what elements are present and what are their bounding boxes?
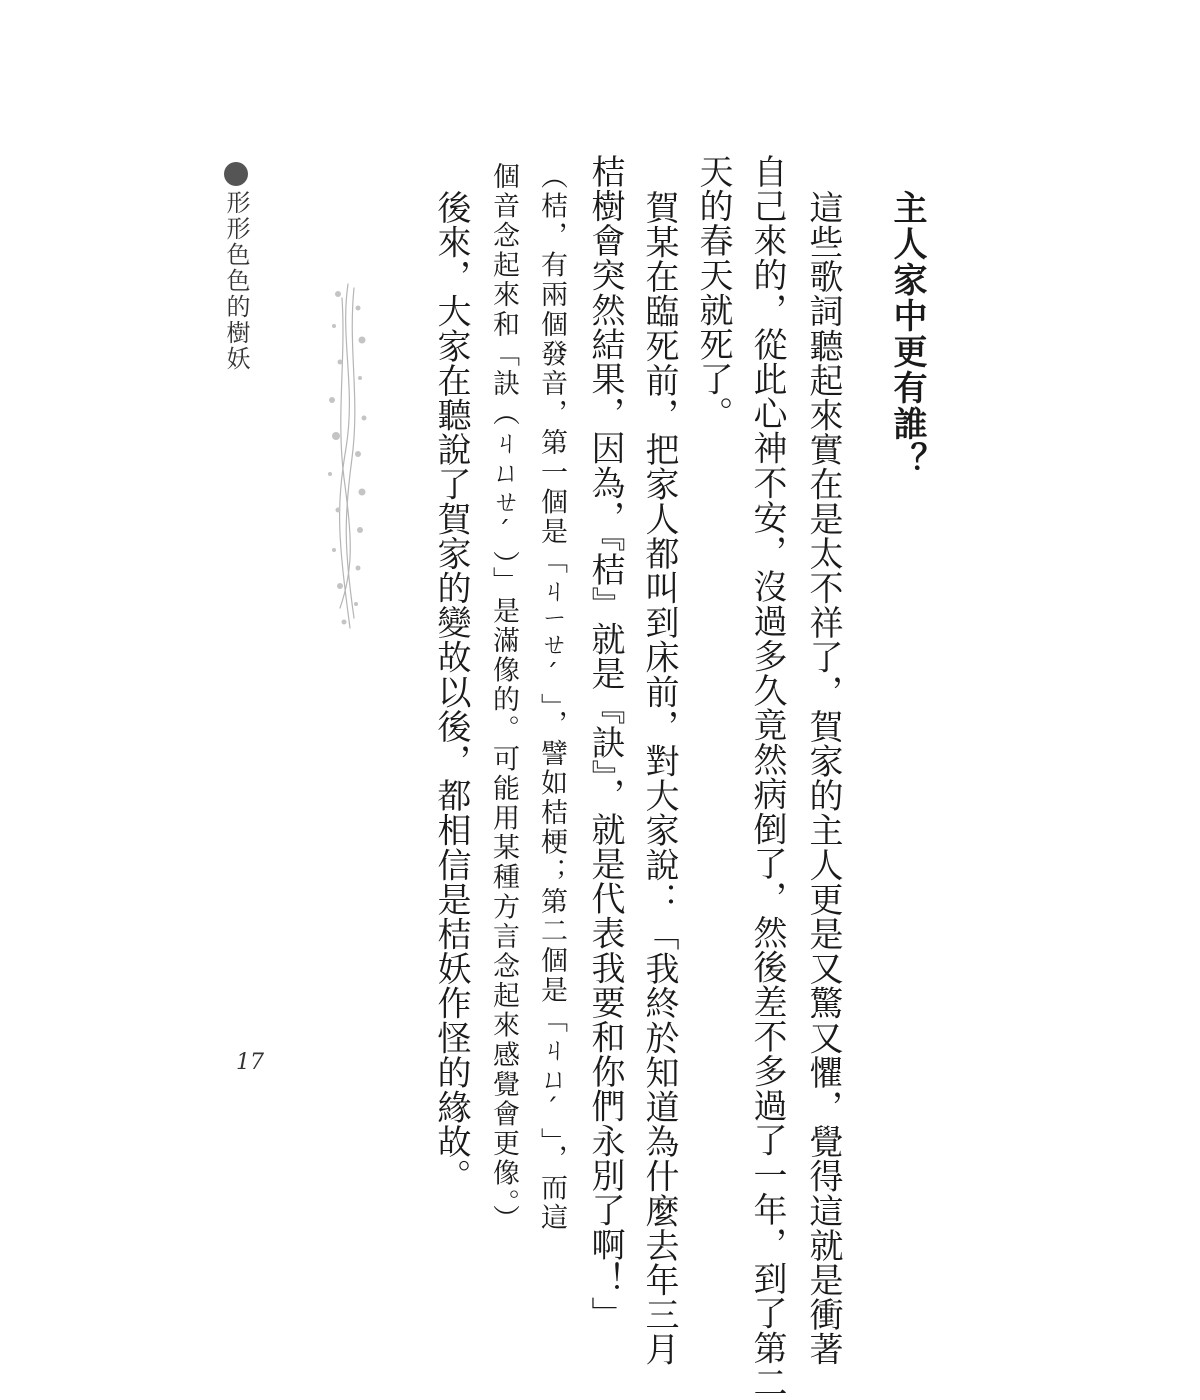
running-head: 形形色色的樹妖 bbox=[222, 190, 250, 372]
section-heading: 主人家中更有誰？ bbox=[887, 190, 927, 478]
text-column-5: 桔樹會突然結果，因為，『桔』就是『訣』，就是代表我要和你們永別了啊！」 bbox=[585, 154, 625, 1331]
text-column-4: 賀某在臨死前，把家人都叫到床前，對大家說：「我終於知道為什麼去年三月 bbox=[639, 190, 679, 1367]
page-number: 17 bbox=[236, 1050, 264, 1075]
text-column-8: 後來，大家在聽說了賀家的變故以後，都相信是桔妖作怪的緣故。 bbox=[431, 190, 471, 1194]
text-column-1: 這些歌詞聽起來實在是太不祥了，賀家的主人更是又驚又懼，覺得這就是衝著 bbox=[803, 190, 843, 1367]
vine-ornament-icon bbox=[318, 278, 378, 638]
text-column-3: 天的春天就死了。 bbox=[693, 154, 733, 431]
note-column-2: 個音念起來和「訣（ㄐㄩㄝˊ）」是滿像的。可能用某種方言念起來感覺會更像。） bbox=[488, 162, 519, 1235]
text-column-2: 自己來的，從此心神不安，沒過多久竟然病倒了，然後差不多過了一年，到了第二 bbox=[747, 154, 787, 1400]
bullet-dot bbox=[224, 162, 248, 186]
note-column-1: （桔，有兩個發音，第一個是「ㄐㄧㄝˊ」，譬如桔梗；第二個是「ㄐㄩˊ」，而這 bbox=[536, 162, 567, 1233]
